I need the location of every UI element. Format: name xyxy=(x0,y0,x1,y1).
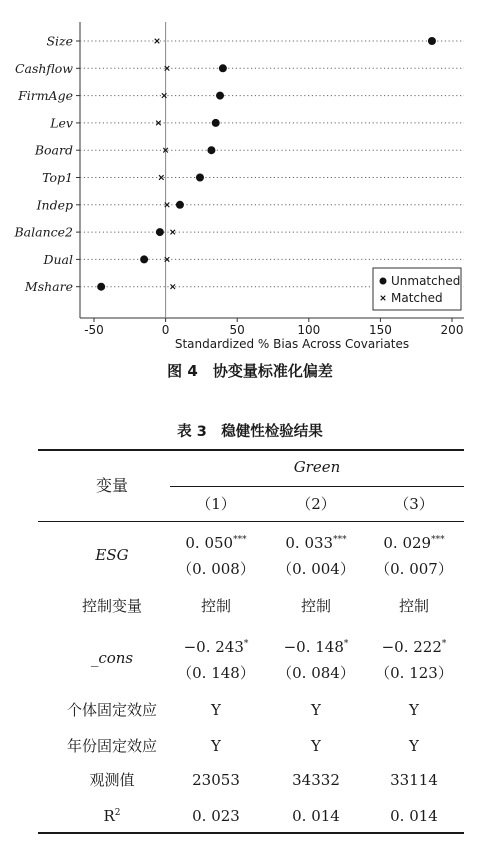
category-label: Size xyxy=(46,33,73,49)
x-tick-label: 150 xyxy=(368,323,392,337)
table-top-rule xyxy=(38,449,464,451)
figure-caption: 图 4 协变量标准化偏差 xyxy=(167,362,333,380)
row-label-esg: ESG xyxy=(95,546,129,564)
row-label-year-fe: 年份固定效应 xyxy=(66,737,157,755)
individual-fe-1: Y xyxy=(211,701,221,719)
controls-2: 控制 xyxy=(300,597,331,615)
cons-se-1: （0. 148） xyxy=(177,664,255,682)
category-label: FirmAge xyxy=(18,88,73,104)
header-column-3: （3） xyxy=(394,495,434,513)
row-label-controls: 控制变量 xyxy=(81,597,142,615)
legend-unmatched-label: Unmatched xyxy=(391,274,461,288)
category-label: Top1 xyxy=(42,170,73,185)
header-bottom-rule xyxy=(38,521,464,522)
row-label-individual-fe: 个体固定效应 xyxy=(66,701,157,719)
observations-3: 33114 xyxy=(390,771,438,789)
cons-se-2: （0. 084） xyxy=(277,664,355,682)
unmatched-point xyxy=(219,64,227,72)
row-label-cons: _cons xyxy=(90,649,134,667)
category-label: Cashflow xyxy=(14,60,73,76)
header-column-1: （1） xyxy=(196,495,236,513)
table-bottom-rule xyxy=(38,832,464,834)
x-axis-label: Standardized % Bias Across Covariates xyxy=(174,337,410,351)
unmatched-point xyxy=(140,255,148,263)
unmatched-point xyxy=(196,174,204,182)
cons-coef-3: −0. 222* xyxy=(381,638,447,656)
esg-coef-2: 0. 033*** xyxy=(285,534,347,552)
observations-2: 34332 xyxy=(292,771,340,789)
year-fe-1: Y xyxy=(211,737,221,755)
r-squared-3: 0. 014 xyxy=(390,807,438,825)
individual-fe-2: Y xyxy=(311,701,321,719)
category-label: Board xyxy=(34,142,73,158)
category-label: Lev xyxy=(50,115,73,131)
group-rule xyxy=(170,486,464,487)
legend-matched-label: Matched xyxy=(391,291,443,305)
unmatched-point xyxy=(207,146,215,154)
x-tick-label: 100 xyxy=(297,323,321,337)
esg-se-2: （0. 004） xyxy=(277,560,355,578)
unmatched-point xyxy=(176,201,184,209)
unmatched-point xyxy=(97,283,105,291)
category-label: Balance2 xyxy=(14,224,73,240)
esg-se-1: （0. 008） xyxy=(177,560,255,578)
x-tick-label: 200 xyxy=(440,323,464,337)
cons-se-3: （0. 123） xyxy=(375,664,453,682)
header-variable-label: 变量 xyxy=(95,476,128,495)
x-tick-label: -50 xyxy=(84,323,104,337)
cons-coef-1: −0. 243* xyxy=(183,638,249,656)
esg-coef-1: 0. 050*** xyxy=(185,534,247,552)
category-label: Indep xyxy=(36,197,73,213)
controls-3: 控制 xyxy=(398,597,429,615)
esg-coef-3: 0. 029*** xyxy=(383,534,445,552)
r-squared-1: 0. 023 xyxy=(192,807,240,825)
observations-1: 23053 xyxy=(192,771,240,789)
category-label: Mshare xyxy=(24,279,73,295)
row-label-observations: 观测值 xyxy=(89,771,135,789)
unmatched-point xyxy=(212,119,220,127)
cons-coef-2: −0. 148* xyxy=(283,638,349,656)
table-caption: 表 3 稳健性检验结果 xyxy=(177,424,323,440)
year-fe-2: Y xyxy=(311,737,321,755)
unmatched-point xyxy=(216,92,224,100)
x-tick-label: 0 xyxy=(161,323,170,337)
legend-unmatched-marker xyxy=(380,278,387,285)
bias-dot-chart xyxy=(0,0,500,360)
category-label: Dual xyxy=(43,251,73,267)
row-label-r-squared: $R^2$ xyxy=(103,807,121,825)
unmatched-point xyxy=(428,37,436,45)
year-fe-3: Y xyxy=(409,737,419,755)
unmatched-point xyxy=(156,228,164,236)
x-tick-label: 50 xyxy=(229,323,245,337)
controls-1: 控制 xyxy=(200,597,231,615)
r-squared-2: 0. 014 xyxy=(292,807,340,825)
header-column-2: （2） xyxy=(296,495,336,513)
esg-se-3: （0. 007） xyxy=(375,560,453,578)
header-group-green: Green xyxy=(293,458,341,476)
individual-fe-3: Y xyxy=(409,701,419,719)
